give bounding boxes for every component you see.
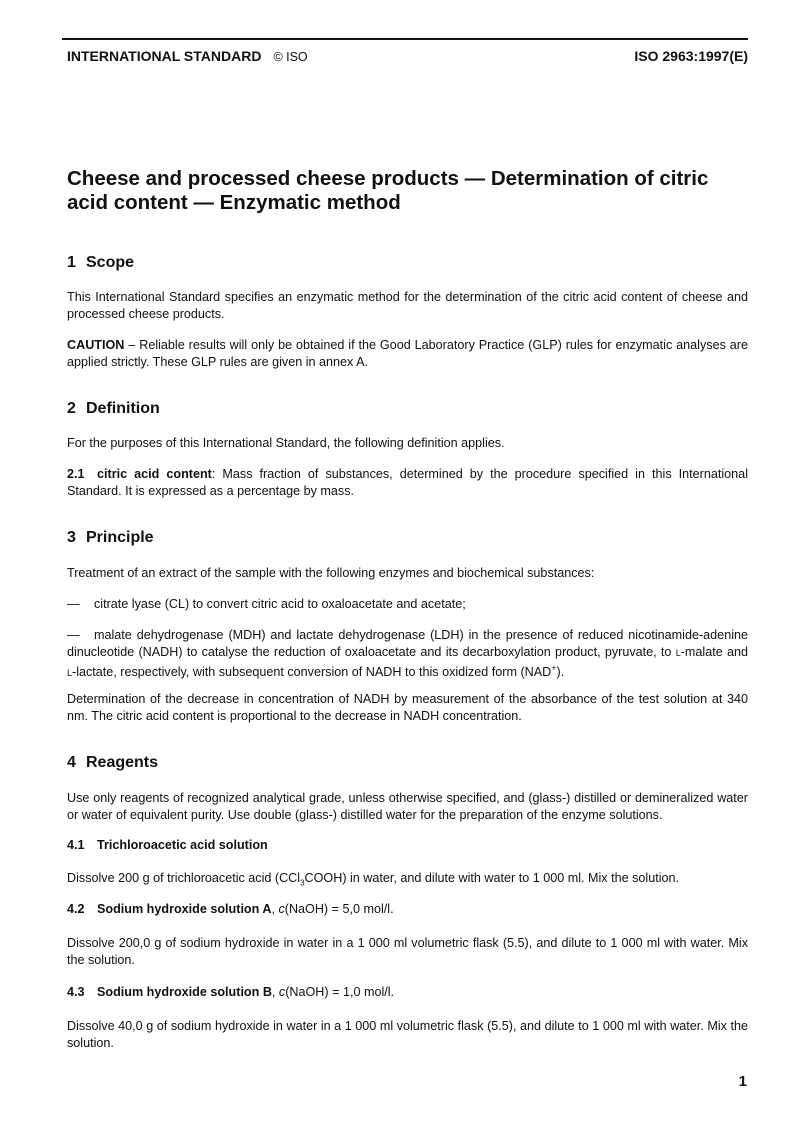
document-title: Cheese and processed cheese products — Determination of citric acid content — Enzymatic method bbox=[67, 167, 709, 214]
defined-term: citric acid content bbox=[97, 467, 212, 481]
subsection-number: 4.1 bbox=[67, 838, 85, 852]
header-copyright: © ISO bbox=[273, 50, 308, 64]
section-title: Principle bbox=[86, 529, 154, 546]
concentration-value: (NaOH) = 1,0 mol/l. bbox=[285, 985, 395, 999]
header-rule bbox=[62, 38, 748, 40]
reagent-text-a: Dissolve 200 g of trichloroacetic acid (CCl bbox=[67, 871, 301, 885]
list-item-text-d: ). bbox=[556, 665, 565, 680]
l-prefix: l bbox=[67, 665, 73, 680]
definition-paragraph: For the purposes of this International Standard, the following definition applies. bbox=[67, 436, 505, 450]
header-document-id: ISO 2963:1997(E) bbox=[634, 48, 748, 64]
reagent-heading-4-3: 4.3 Sodium hydroxide solution B, c(NaOH) = 1,0 mol/l. bbox=[67, 985, 395, 999]
page-number: 1 bbox=[738, 1073, 747, 1090]
l-prefix: l bbox=[675, 644, 681, 659]
section-heading-scope bbox=[67, 254, 134, 272]
section-heading-reagents bbox=[67, 754, 158, 772]
section-title: Definition bbox=[86, 400, 160, 417]
list-item-text-a: malate dehydrogenase (MDH) and lactate dehydrogenase (LDH) in the presence of reduced nicotinamide-adenine dinucleotide (NADH) to catalyse the reduction of oxaloacetate and its decarboxylation product, pyruvate, to bbox=[67, 628, 748, 659]
subscript-3: 3 bbox=[300, 878, 305, 888]
superscript-plus: + bbox=[551, 663, 557, 673]
scope-paragraph: This International Standard specifies an enzymatic method for the determination of the citric acid content of cheese and processed cheese products. bbox=[67, 290, 748, 321]
reagent-heading-4-2: 4.2 Sodium hydroxide solution A, c(NaOH) = 5,0 mol/l. bbox=[67, 902, 394, 916]
principle-paragraph: Treatment of an extract of the sample with the following enzymes and biochemical substances: bbox=[67, 566, 595, 580]
list-dash: — bbox=[67, 597, 80, 611]
concentration-symbol: c bbox=[278, 985, 286, 999]
definition-text: : Mass fraction of substances, determined by the procedure specified in this International Standard. It is expressed as a percentage by mass. bbox=[67, 467, 748, 498]
reagent-4-2-text: Dissolve 200,0 g of sodium hydroxide in water in a 1 000 ml volumetric flask (5.5), and dilute to 1 000 ml with water. Mix the solution. bbox=[67, 936, 748, 967]
subsection-number: 2.1 bbox=[67, 467, 85, 481]
section-number: 1 bbox=[67, 254, 76, 271]
list-item-text: citrate lyase (CL) to convert citric acid to oxaloacetate and acetate; bbox=[94, 597, 466, 611]
reagent-title: Sodium hydroxide solution B bbox=[97, 985, 272, 999]
caution-label: CAUTION bbox=[67, 338, 125, 352]
section-number: 3 bbox=[67, 529, 76, 546]
section-number: 4 bbox=[67, 754, 76, 771]
reagent-title: Sodium hydroxide solution A bbox=[97, 902, 272, 916]
reagent-4-3-text: Dissolve 40,0 g of sodium hydroxide in water in a 1 000 ml volumetric flask (5.5), and dilute to 1 000 ml with water. Mix the solution. bbox=[67, 1019, 748, 1050]
principle-list-item bbox=[67, 596, 748, 613]
section-number: 2 bbox=[67, 400, 76, 417]
principle-list-item bbox=[67, 627, 748, 681]
reagent-title: Trichloroacetic acid solution bbox=[97, 838, 268, 852]
list-item-text-b: -malate and bbox=[680, 644, 748, 659]
list-item-text-c: -lactate, respectively, with subsequent conversion of NADH to this oxidized form (NAD bbox=[72, 665, 552, 680]
reagent-4-1-text bbox=[67, 870, 748, 892]
reagents-paragraph: Use only reagents of recognized analytical grade, unless otherwise specified, and (glass-) distilled or demineralized water or water of equivalent purity. Use double (glass-) distilled water for the preparation of the enzyme solutions. bbox=[67, 791, 748, 822]
subsection-number: 4.2 bbox=[67, 902, 85, 916]
section-title: Reagents bbox=[86, 754, 159, 771]
section-heading-definition bbox=[67, 400, 160, 418]
reagent-heading-4-1 bbox=[67, 838, 268, 852]
section-title: Scope bbox=[86, 254, 135, 271]
reagent-text-b: COOH) in water, and dilute with water to 1 000 ml. Mix the solution. bbox=[304, 871, 680, 885]
running-header bbox=[67, 48, 748, 68]
subsection-number: 4.3 bbox=[67, 985, 85, 999]
definition-term-paragraph bbox=[67, 466, 748, 499]
list-dash: — bbox=[67, 628, 80, 642]
header-standard-label: INTERNATIONAL STANDARD bbox=[67, 48, 262, 64]
caution-text: – Reliable results will only be obtained if the Good Laboratory Practice (GLP) rules for enzymatic analyses are applied strictly. These GLP rules are given in annex A. bbox=[67, 338, 748, 369]
header-left bbox=[67, 48, 308, 64]
section-heading-principle bbox=[67, 529, 154, 547]
concentration-symbol: c bbox=[278, 902, 285, 916]
principle-paragraph-2: Determination of the decrease in concentration of NADH by measurement of the absorbance of the test solution at 340 nm. The citric acid content is proportional to the decrease in NADH concentration. bbox=[67, 692, 748, 723]
caution-paragraph bbox=[67, 337, 748, 370]
concentration-value: (NaOH) = 5,0 mol/l. bbox=[284, 902, 394, 916]
